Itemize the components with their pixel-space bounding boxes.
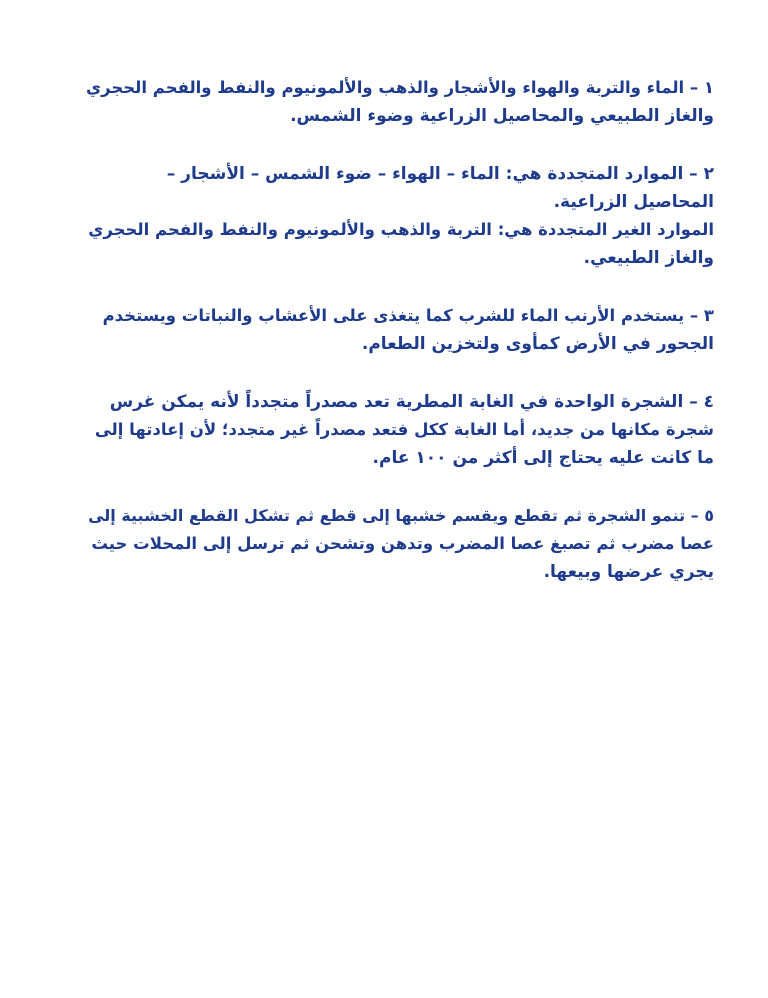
answer-2-line-3: الموارد الغير المتجددة هي: التربة والذهب والألمونيوم والنفط والفحم الحجري [88, 220, 714, 239]
answer-4-line-1: ٤ – الشجرة الواحدة في الغابة المطرية تعد مصدراً متجدداً لأنه يمكن غرس [109, 392, 714, 412]
answer-2-line-2: المحاصيل الزراعية. [553, 192, 714, 212]
answer-2-line-4: والغاز الطبيعي. [583, 248, 714, 268]
answers-text [86, 74, 714, 616]
answer-1-line-1: ١ – الماء والتربة والهواء والأشجار والذهب والألمونيوم والنفط والفحم الحجري [85, 78, 714, 97]
answer-5-line-3: يجري عرضها وبيعها. [543, 562, 714, 582]
answer-3-line-1: ٣ – يستخدم الأرنب الماء للشرب كما يتغذى على الأعشاب والنباتات ويستخدم [102, 306, 714, 325]
answer-5-line-2: عصا مضرب ثم تصبغ عصا المضرب وتدهن وتشحن ثم ترسل إلى المحلات حيث [91, 534, 714, 553]
answer-3-line-2: الجحور في الأرض كمأوى ولتخزين الطعام. [361, 334, 714, 354]
answer-2 [86, 160, 714, 272]
answer-5 [86, 502, 714, 586]
answer-2-line-1: ٢ – الموارد المتجددة هي: الماء – الهواء – ضوء الشمس – الأشجار – [166, 164, 714, 184]
answer-5-line-1: ٥ – تنمو الشجرة ثم تقطع ويقسم خشبها إلى قطع ثم تشكل القطع الخشبية إلى [88, 506, 714, 525]
answer-1 [86, 74, 714, 130]
answer-4-line-3: ما كانت عليه يحتاج إلى أكثر من ١٠٠ عام. [372, 448, 714, 468]
answer-3 [86, 302, 714, 358]
answer-4 [86, 388, 714, 472]
answer-1-line-2: والغاز الطبيعي والمحاصيل الزراعية وضوء الشمس. [290, 106, 714, 126]
answer-4-line-2: شجرة مكانها من جديد، أما الغابة ككل فتعد مصدراً غير متجدد؛ لأن إعادتها إلى [94, 420, 714, 439]
